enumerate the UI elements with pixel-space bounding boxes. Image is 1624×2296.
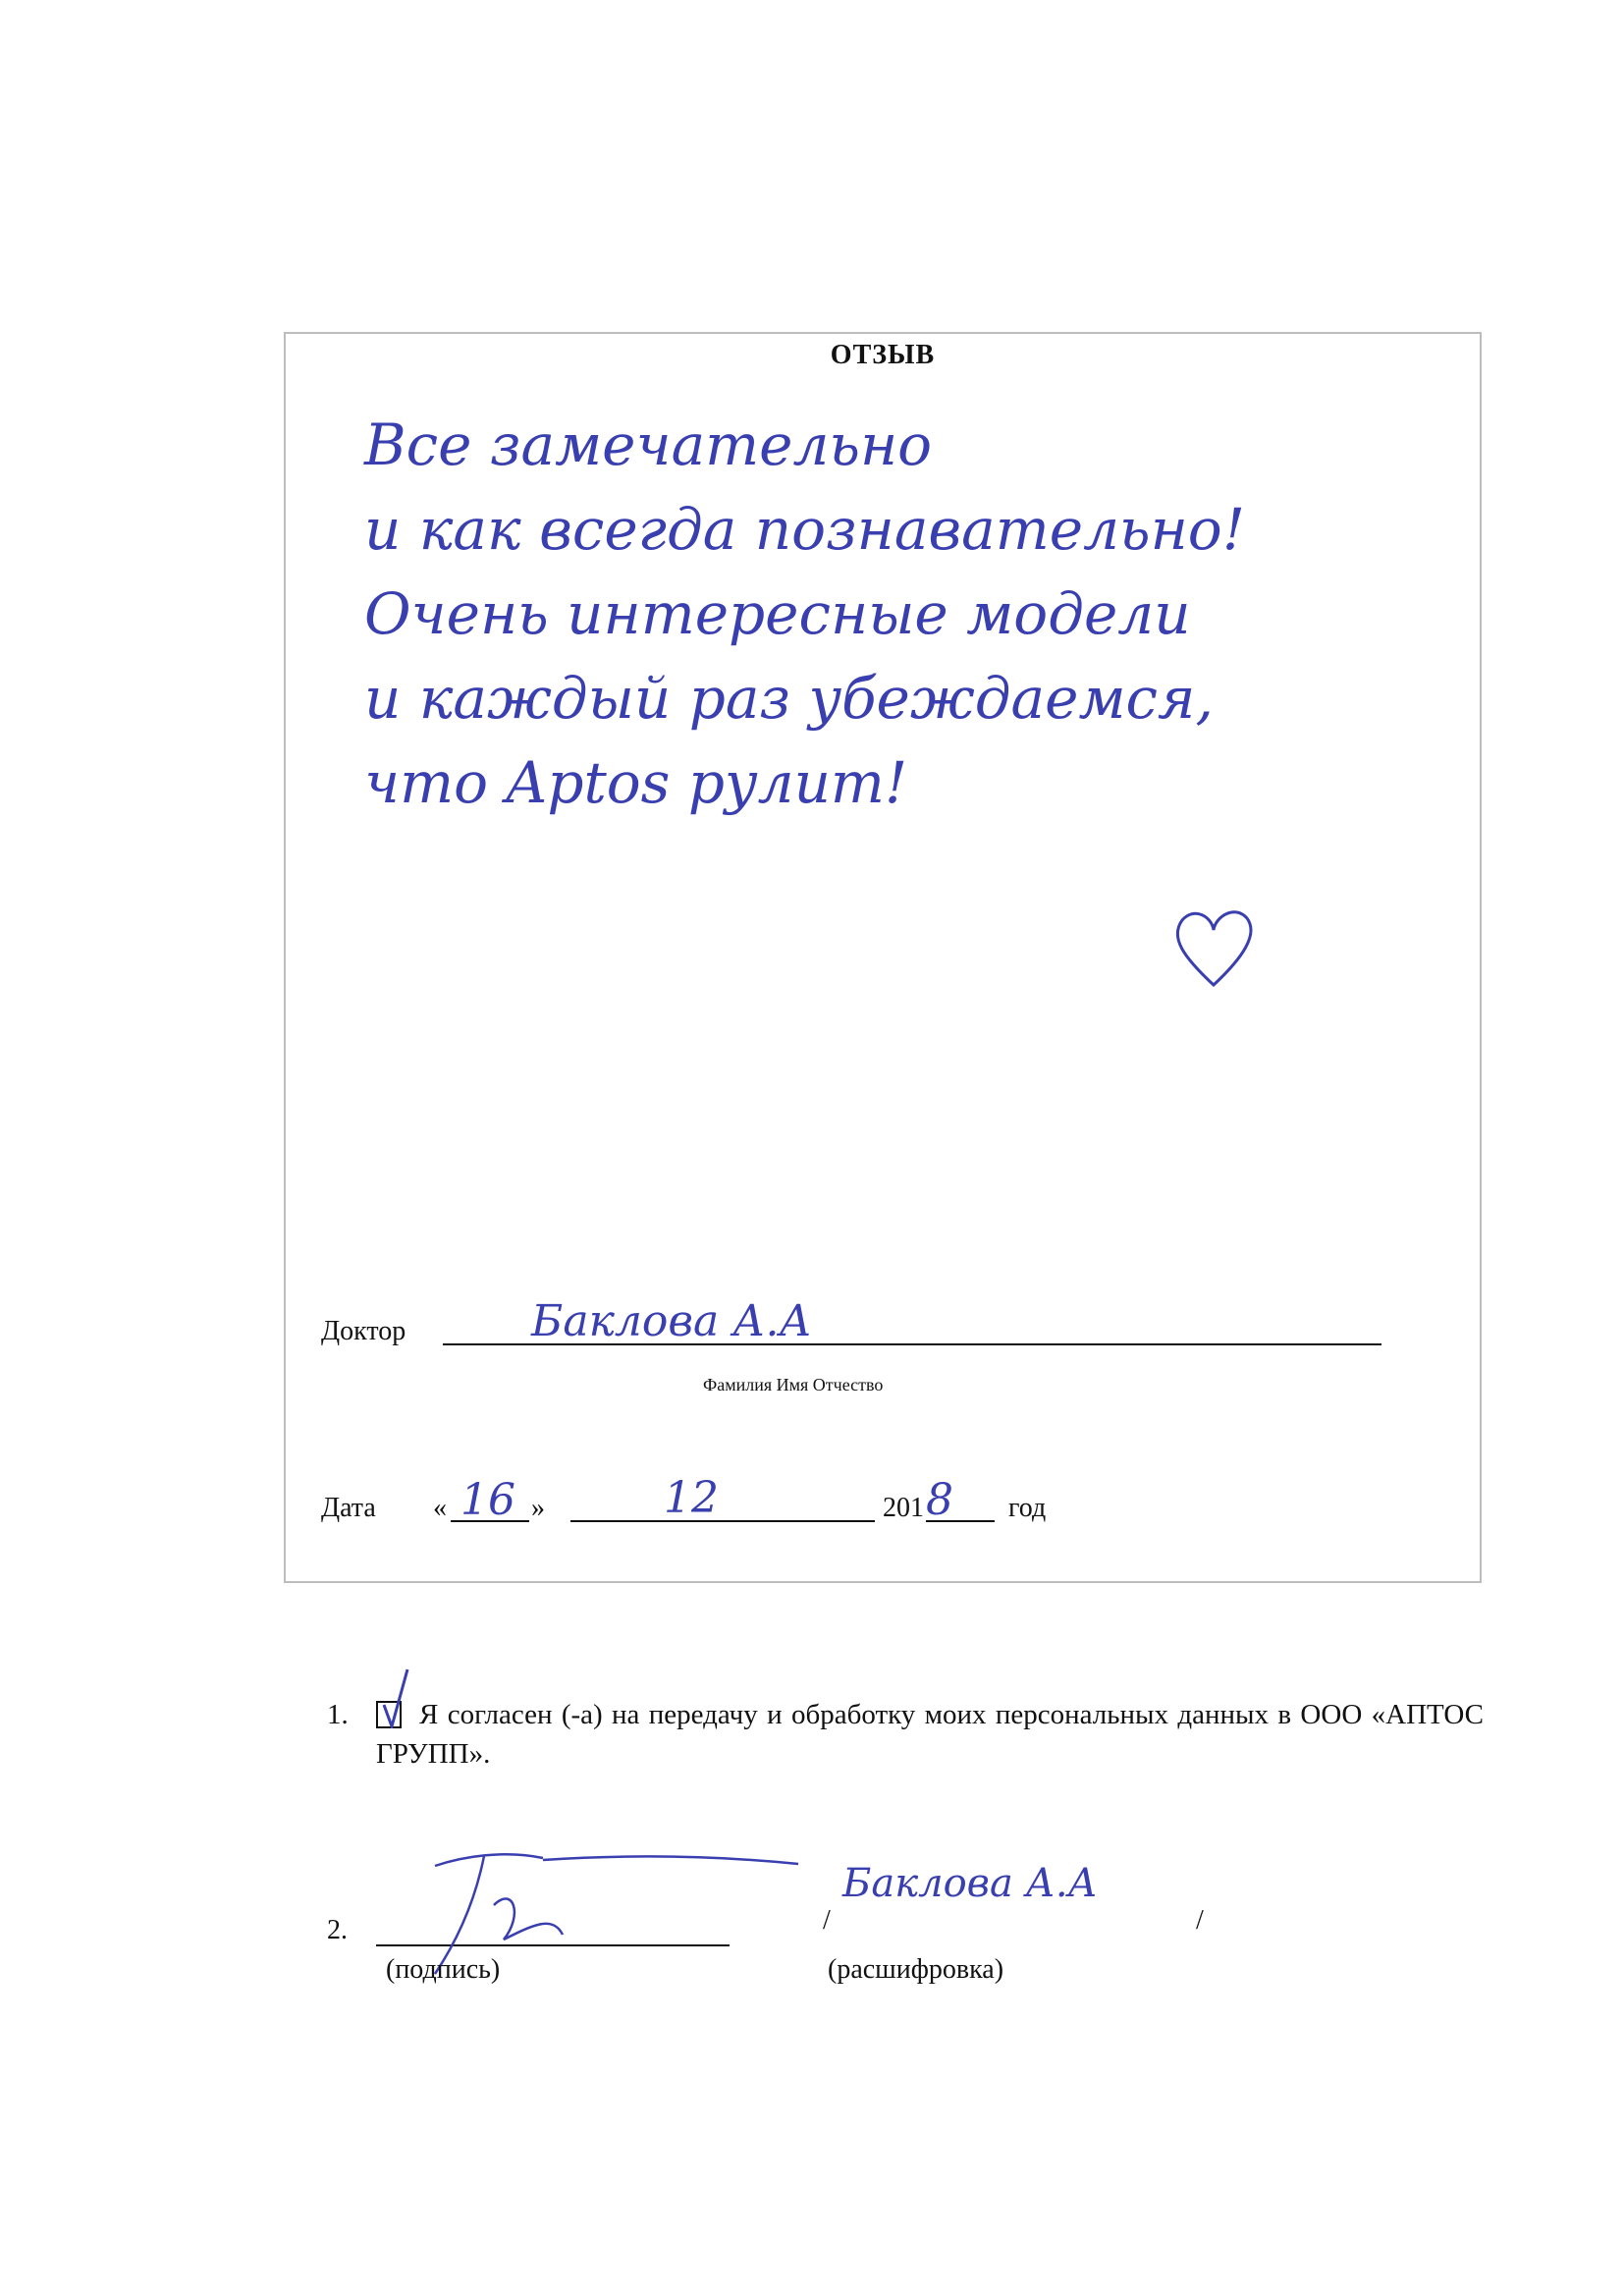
- date-quote-close: »: [531, 1493, 545, 1523]
- review-box: [284, 332, 1482, 1583]
- decoding-caption: (расшифровка): [828, 1954, 1004, 1985]
- date-month-line: [570, 1520, 875, 1522]
- date-month-handwritten: 12: [664, 1473, 719, 1523]
- signature-number: 2.: [327, 1915, 348, 1945]
- date-quote-open: «: [433, 1493, 447, 1523]
- consent-number: 1.: [327, 1699, 349, 1730]
- signature-caption: (подпись): [386, 1954, 501, 1985]
- consent-text: Я согласен (-а) на передачу и обработку моих персональных данных в ООО «АПТОС ГРУПП».: [376, 1699, 1484, 1770]
- date-label: Дата: [321, 1493, 376, 1523]
- handwritten-review-text: Все замечательно и как всегда познавательно! Очень интересные модели и каждый раз убеждаемся, что Aptos рулит!: [364, 411, 1246, 816]
- doctor-name-handwritten: Баклова А.А: [531, 1296, 812, 1346]
- doctor-label: Доктор: [321, 1316, 406, 1346]
- signature-row: [327, 1861, 1309, 2033]
- review-title: ОТЗЫВ: [830, 340, 936, 370]
- date-year-handwritten: 8: [926, 1475, 953, 1525]
- decoding-slash-open: /: [823, 1905, 831, 1936]
- heart-drawing-icon: [1164, 899, 1263, 997]
- date-year-word: год: [1008, 1493, 1047, 1523]
- date-year-prefix: 201: [883, 1493, 924, 1523]
- doctor-name-caption: Фамилия Имя Отчество: [703, 1375, 884, 1394]
- decoding-handwritten: Баклова А.А: [842, 1861, 1098, 1906]
- date-day-handwritten: 16: [460, 1475, 515, 1525]
- decoding-slash-close: /: [1196, 1905, 1204, 1936]
